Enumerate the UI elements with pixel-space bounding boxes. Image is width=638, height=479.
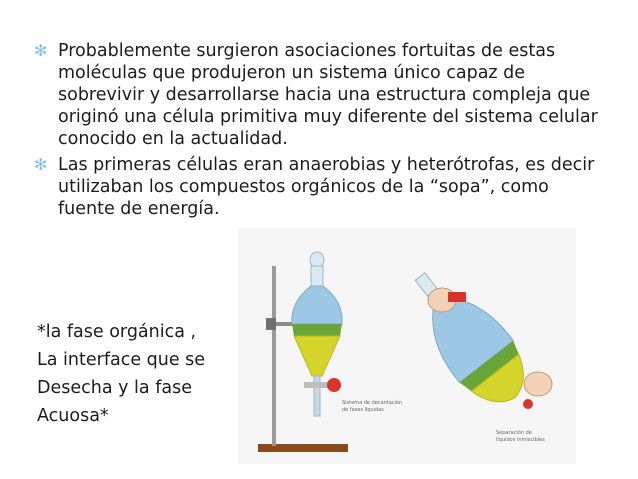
bullet-list	[32, 40, 612, 220]
upper-phase	[292, 286, 342, 324]
note-line: *la fase orgánica ,	[37, 322, 197, 342]
hand-top-stopper	[448, 292, 466, 302]
bullet-line: utilizaban los compuestos orgánicos de la “sopa”, como	[58, 177, 549, 197]
clamp-head	[266, 318, 276, 330]
bullet-line: moléculas que produjeron un sistema único capaz de	[58, 63, 526, 83]
lower-phase	[294, 336, 340, 376]
caption-left-line: Sistema de decantación	[342, 400, 403, 406]
caption-left-line: de fases líquidas	[342, 407, 384, 413]
note-line: Acuosa*	[37, 406, 109, 426]
bullet-line: sobrevivir y desarrollarse hacia una estructura compleja que	[58, 85, 591, 105]
bullet-star-icon: ✻	[34, 155, 48, 174]
bullet-line: fuente de energía.	[58, 199, 220, 219]
stopcock-barrel	[304, 382, 330, 388]
note-line: Desecha y la fase	[37, 378, 192, 398]
caption-right-line: Separación de	[496, 430, 532, 436]
funnel-drawing	[238, 228, 576, 464]
funnel-neck	[311, 266, 323, 286]
phase-note	[37, 318, 205, 430]
stand-rod	[272, 266, 276, 446]
tilted-funnel	[393, 256, 542, 419]
bullet-line: Las primeras células eran anaerobias y heterótrofas, es decir	[58, 155, 595, 175]
bullet-item-origin	[32, 40, 612, 150]
bullet-item-first-cells	[32, 154, 612, 220]
bullet-line: Probablemente surgieron asociaciones fortuitas de estas	[58, 41, 556, 61]
note-line: La interface que se	[37, 350, 206, 370]
tilted-stopcock	[523, 399, 533, 409]
stopcock-handle	[327, 378, 341, 392]
bullet-line: conocido en la actualidad.	[58, 129, 288, 149]
bullet-line: originó una célula primitiva muy diferente del sistema celular	[58, 107, 598, 127]
hand-bottom	[524, 372, 552, 396]
separatory-funnel-illustration	[238, 228, 576, 464]
interface-layer	[292, 324, 342, 336]
stand-base	[258, 444, 348, 452]
bullet-star-icon: ✻	[34, 41, 48, 60]
caption-right-line: líquidos inmiscibles	[496, 437, 545, 443]
